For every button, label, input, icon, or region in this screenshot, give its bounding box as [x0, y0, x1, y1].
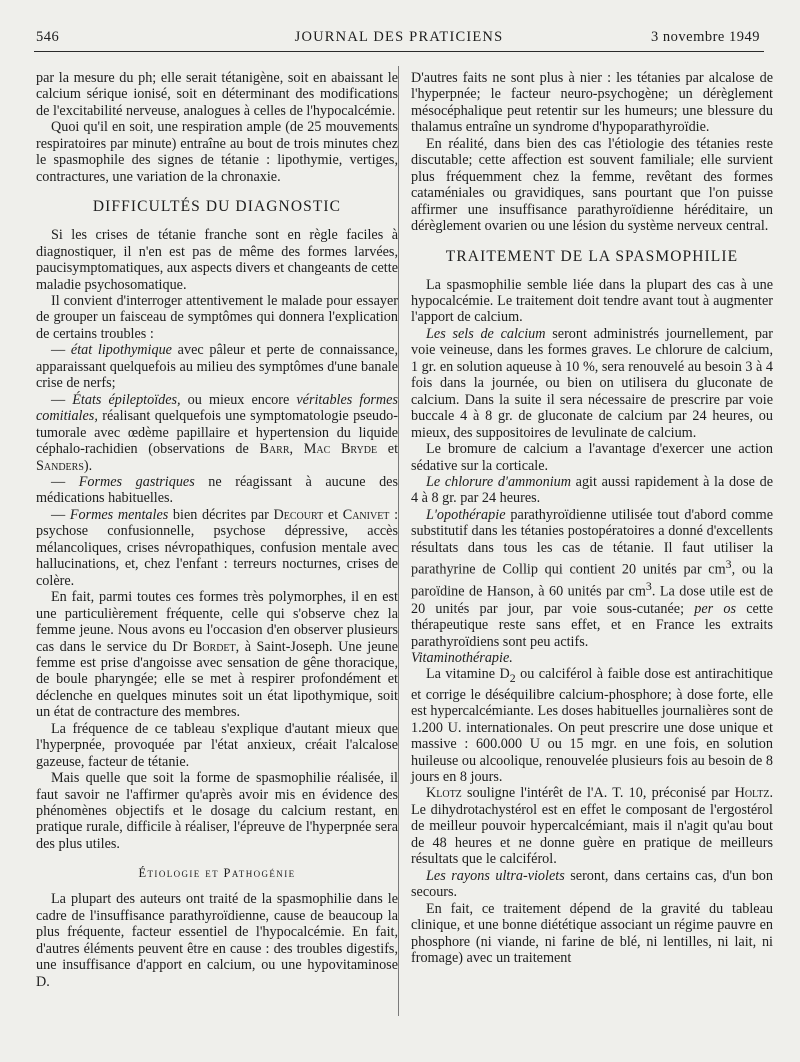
page-number: 546 [36, 29, 60, 45]
column-divider [398, 66, 399, 1016]
author-name: Bordet [192, 638, 236, 655]
author-name: Klotz [426, 785, 462, 802]
issue-date: 3 novembre 1949 [651, 29, 760, 45]
paragraph: En réalité, dans bien des cas l'étiologie des tétanies reste discutable; cette affection est souvent familiale; elle survient plus fréquemment chez la femme, revêtant des formes cataméniales ou gravidiques, sans pourtant que l'on puisse affirmer une insuffisance parathyroïdienne héréditaire, un dérèglement ovarien ou une lésion du système nerveux central. [411, 135, 773, 235]
section-heading-etiologie: Étiologie et Pathogénie [138, 866, 296, 881]
paragraph: La vitamine $D_2$ ou calciférol à faible dose est antirachitique et corrige le déséquilibre calcium-phosphore; à dose forte, elle est hypercalcémiante. Les doses habituelles journalières sont de 1.200 U. internationales. On peut prescrire une dose unique et massive : 600.000 U ou 15 mgr. en une fois, en solution huileuse ou alcoolique, renouvelée plusieurs fois au besoin de 8 jours en 8 jours. [411, 666, 773, 785]
symptom-item: — Formes gastriques ne réagissant à aucune des médications habituelles. [36, 473, 398, 507]
running-header [34, 26, 764, 50]
paragraph: Le bromure de calcium a l'avantage d'exercer une action sédative sur la corticale. [411, 441, 773, 474]
paragraph: L'opothérapie parathyroïdienne utilisée tout d'abord comme substitutif dans les tétanies postopératoires a donné d'excellents résultats dans tous les cas de tétanie. Il faut utiliser la parathyrine de Collip qui contient 20 unités par $cm^3$, ou la paroïdine de Hanson, à 60 unités par $cm^3$. La dose utile est de 20 unités par jour, par voie sous-cutanée; per os cette thérapeutique reste sans effet, et en France les extraits parathyroïdiens sont peu actifs. [411, 506, 774, 650]
author-name: Barr [259, 441, 290, 458]
journal-title: JOURNAL DES PRATICIENS [294, 29, 504, 45]
section-heading-traitement: TRAITEMENT DE LA SPASMOPHILIE [445, 247, 739, 265]
paragraph: La spasmophilie semble liée dans la plupart des cas à une hypocalcémie. Le traitement doit tendre avant tout à augmenter l'apport de calcium. [411, 276, 773, 326]
symptom-item: — États épileptoïdes, ou mieux encore véritables formes comitiales, réalisant quelquefois une symptomatologie pseudo-tumorale avec œdème papillaire et hypertension du liquide céphalo-rachidien (observations de Barr, Mac Bryde et Sanders). [36, 391, 399, 474]
author-name: Sanders [36, 457, 84, 474]
paragraph: Il convient d'interroger attentivement le malade pour essayer de grouper un faisceau de symptômes qui donnera l'explication de certains troubles : [36, 292, 398, 342]
author-name: Holtz [734, 785, 770, 802]
paragraph: D'autres faits ne sont plus à nier : les tétanies par alcalose de l'hyperpnée; le facteur neuro-psychogène; un dérèglement mésocéphalique peut retentir sur les humeurs; une blessure du thalamus entraîne un syndrome d'hypoparathyroïdie. [411, 70, 773, 136]
subheading-vitaminotherapie: Vitaminothérapie. [411, 649, 513, 666]
paragraph: En fait, ce traitement dépend de la gravité du tableau clinique, et une bonne diététique associant un régime pauvre en phosphore (ni viande, ni farine de blé, ni lentilles, ni lait, ni fromage) avec un traitement [411, 900, 773, 966]
paragraph: Quoi qu'il en soit, une respiration ample (de 25 mouvements respiratoires par minute) entraîne au bout de trois minutes chez le spasmophile des signes de tétanie : lipothymie, vertiges, contractures, une variation de la chronaxie. [36, 119, 398, 185]
left-column [36, 70, 398, 990]
author-name: Decourt [273, 506, 324, 523]
paragraph: Mais quelle que soit la forme de spasmophilie réalisée, il faut savoir ne l'affirmer qu'après avoir mis en évidence des phénomènes objectifs et le dosage du calcium restant, en pratique rurale, difficile à réaliser, l'épreuve de l'hyperpnée sera des plus utiles. [36, 770, 398, 852]
paragraph: La plupart des auteurs ont traité de la spasmophilie dans le cadre de l'insuffisance parathyroïdienne, cause de beaucoup la plus fréquente, facteur essentiel de l'hypocalcémie. En fait, d'autres éléments peuvent être en cause : des troubles digestifs, une insuffisance d'apport en calcium, ou une hypovitaminose D. [36, 891, 398, 990]
symptom-item: — état lipothymique avec pâleur et perte de connaissance, apparaissant quelquefois au milieu des symptômes d'une banale crise de nerfs; [36, 342, 399, 392]
section-heading-diagnostic: DIFFICULTÉS DU DIAGNOSTIC [92, 198, 342, 216]
paragraph: Les sels de calcium seront administrés journellement, par voie veineuse, dans les formes graves. Le chlorure de calcium, 1 gr. en solution aqueuse à 10 %, sera renouvelé au besoin 3 à 4 fois dans la journée, ou bien on utilisera du gluconate de calcium. Dans la suite il sera nécessaire de prescrire par voie buccale 4 à 8 gr. de gluconate de calcium par 24 heures, ou mieux, des suppositoires de levulinate de calcium. [411, 325, 773, 441]
paragraph: par la mesure du ph; elle serait tétanigène, soit en abaissant le calcium sérique ionisé, soit en déterminant des modifications de l'excitabilité nerveuse, analogues à celles de l'hypocalcémie. [36, 70, 398, 119]
symptom-item: — Formes mentales bien décrites par Decourt et Canivet : psychose confusionnelle, psychose dépressive, accès mélancoliques, crises névropathiques, confusion mentale avec hallucinations, et, chez l'enfant : terreurs nocturnes, crises de colère. [36, 506, 399, 589]
paragraph: La fréquence de ce tableau s'explique d'autant mieux que l'hyperpnée, provoquée par l'état anxieux, créait l'alcalose gazeuse, facteur de tétanie. [36, 720, 398, 770]
paragraph: Les rayons ultra-violets seront, dans certains cas, d'un bon secours. [411, 867, 773, 901]
paragraph: Klotz souligne l'intérêt de l'A. T. 10, préconisé par Holtz. Le dihydrotachystérol est en effet le composant de l'ergostérol de meilleur pouvoir hypercalcémiant, mais il n'agit qu'au bout de 48 heures et ne donne guère en pratique de meilleurs résultats que le calciférol. [411, 785, 773, 868]
paragraph: En fait, parmi toutes ces formes très polymorphes, il en est une particulièrement fréquente, celle qui s'observe chez la femme jeune. Nous avons eu l'occasion d'en observer plusieurs cas dans le service du Dr Bordet, à Saint-Joseph. Une jeune femme est prise d'angoisse avec sensation de gêne thoracique, de boule pharyngée; elle se met à respirer profondément et déclenche en quelques minutes soit un état lipothymique, soit un état de contracture des membres. [36, 589, 398, 721]
header-rule [34, 51, 764, 52]
paragraph: Le chlorure d'ammonium agit aussi rapidement à la dose de 4 à 8 gr. par 24 heures. [411, 473, 773, 507]
author-name: Canivet [342, 506, 390, 523]
author-name: Mac Bryde [303, 441, 378, 458]
right-column [411, 70, 773, 966]
paragraph: Si les crises de tétanie franche sont en règle faciles à diagnostiquer, il n'en est pas de même des formes larvées, paucisymptomatiques, aux aspects divers et changeants de cette maladie psychosomatique. [36, 227, 398, 293]
